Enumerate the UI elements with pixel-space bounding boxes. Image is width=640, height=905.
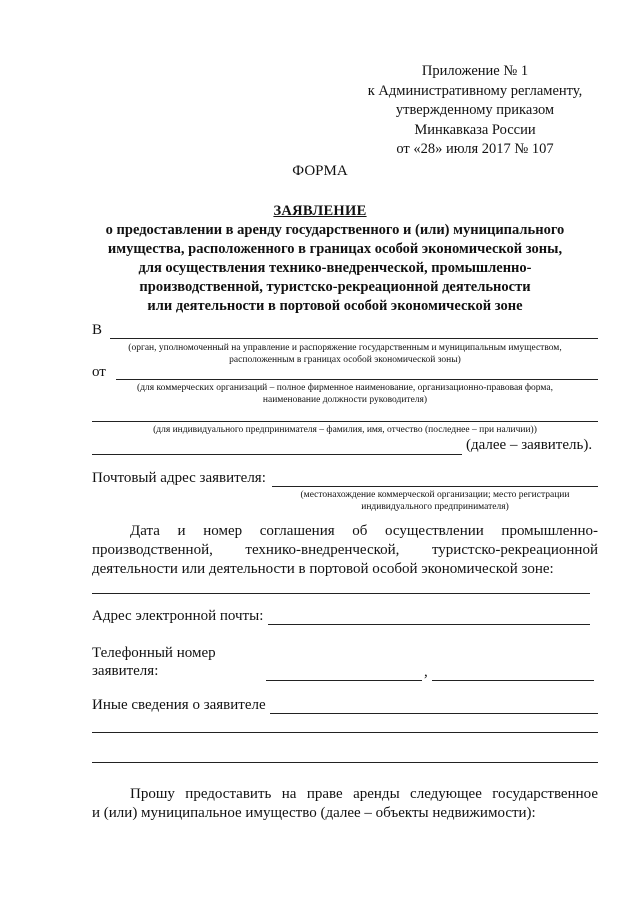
email-field-line[interactable] [268,624,590,625]
phone-label-line-1: Телефонный номер [92,645,216,661]
phone-label-line-2: заявителя: [92,663,159,679]
from-hint-line-1: (для коммерческих организаций – полное фирменное наименование, организационно-правовая форма, [137,383,553,393]
phone-number-field-line[interactable] [432,680,594,681]
from-field-line-2[interactable] [92,421,598,422]
from-prefix: от [92,364,106,380]
to-hint-line-2: расположенным в границах особой экономической зоны) [229,355,461,365]
postal-hint-line-1: (местонахождение коммерческой организации; место регистрации [300,490,570,500]
annex-line-1: Приложение № 1 [421,63,529,79]
agreement-line-3: деятельности или деятельности в портовой особой экономической зоне: [92,561,554,577]
annex-line-5: от «28» июля 2017 № 107 [396,141,554,157]
agreement-line-1: Дата и номер соглашения об осуществлении промышленно- [130,523,598,539]
from-hint [92,382,598,406]
postal-hint-line-2: индивидуального предпринимателя) [361,502,509,512]
annex-line-2: к Административному регламенту, [367,82,583,99]
postal-label: Почтовый адрес заявителя: [92,470,266,486]
other-info-field-line-2[interactable] [92,732,598,733]
subtitle-line-5: или деятельности в портовой особой экономической зоне [147,298,523,314]
annex-block [360,62,590,160]
to-hint [92,342,598,366]
request-line-1: Прошу предоставить на праве аренды следующее государственное [130,786,598,802]
document-title: ЗАЯВЛЕНИЕ [273,203,367,219]
subtitle-line-2: имущества, расположенного в границах особой экономической зоны, [107,241,563,257]
document-subtitle [95,221,575,316]
from-field-line-1[interactable] [116,379,598,380]
from-field-line-3[interactable] [92,454,462,455]
to-field-line[interactable] [110,338,598,339]
subtitle-line-4: производственной, туристско-рекреационной деятельности [139,279,531,295]
other-info-field-line-3[interactable] [92,762,598,763]
form-label: ФОРМА [292,163,348,179]
annex-line-4: Минкавказа России [414,121,536,138]
agreement-line-2: производственной, технико-внедренческой, туристско-рекреационной [92,542,598,558]
subtitle-line-1: о предоставлении в аренду государственного и (или) муниципального [105,222,565,238]
agreement-field-line[interactable] [92,593,590,594]
to-prefix: В [92,322,103,338]
subtitle-line-3: для осуществления технико-внедренческой, промышленно- [138,260,532,276]
from-hint-line-2: наименование должности руководителя) [262,395,428,405]
annex-line-3: утвержденному приказом [395,102,555,118]
postal-field-line[interactable] [272,486,598,487]
to-hint-line-1: (орган, уполномоченный на управление и распоряжение государственным и муниципальным имуществом, [128,343,562,353]
other-info-field-line-1[interactable] [270,713,598,714]
request-line-2: и (или) муниципальное имущество (далее – объекты недвижимости): [92,805,536,821]
email-label: Адрес электронной почты: [92,608,264,624]
from-hint-line-3: (для индивидуального предпринимателя – фамилия, имя, отчество (последнее – при наличии)) [153,425,537,435]
applicant-suffix: (далее – заявитель). [466,437,593,453]
other-info-label: Иные сведения о заявителе [92,697,266,713]
postal-hint [280,489,590,513]
phone-code-field-line[interactable] [266,680,422,681]
phone-separator: , [424,664,428,680]
